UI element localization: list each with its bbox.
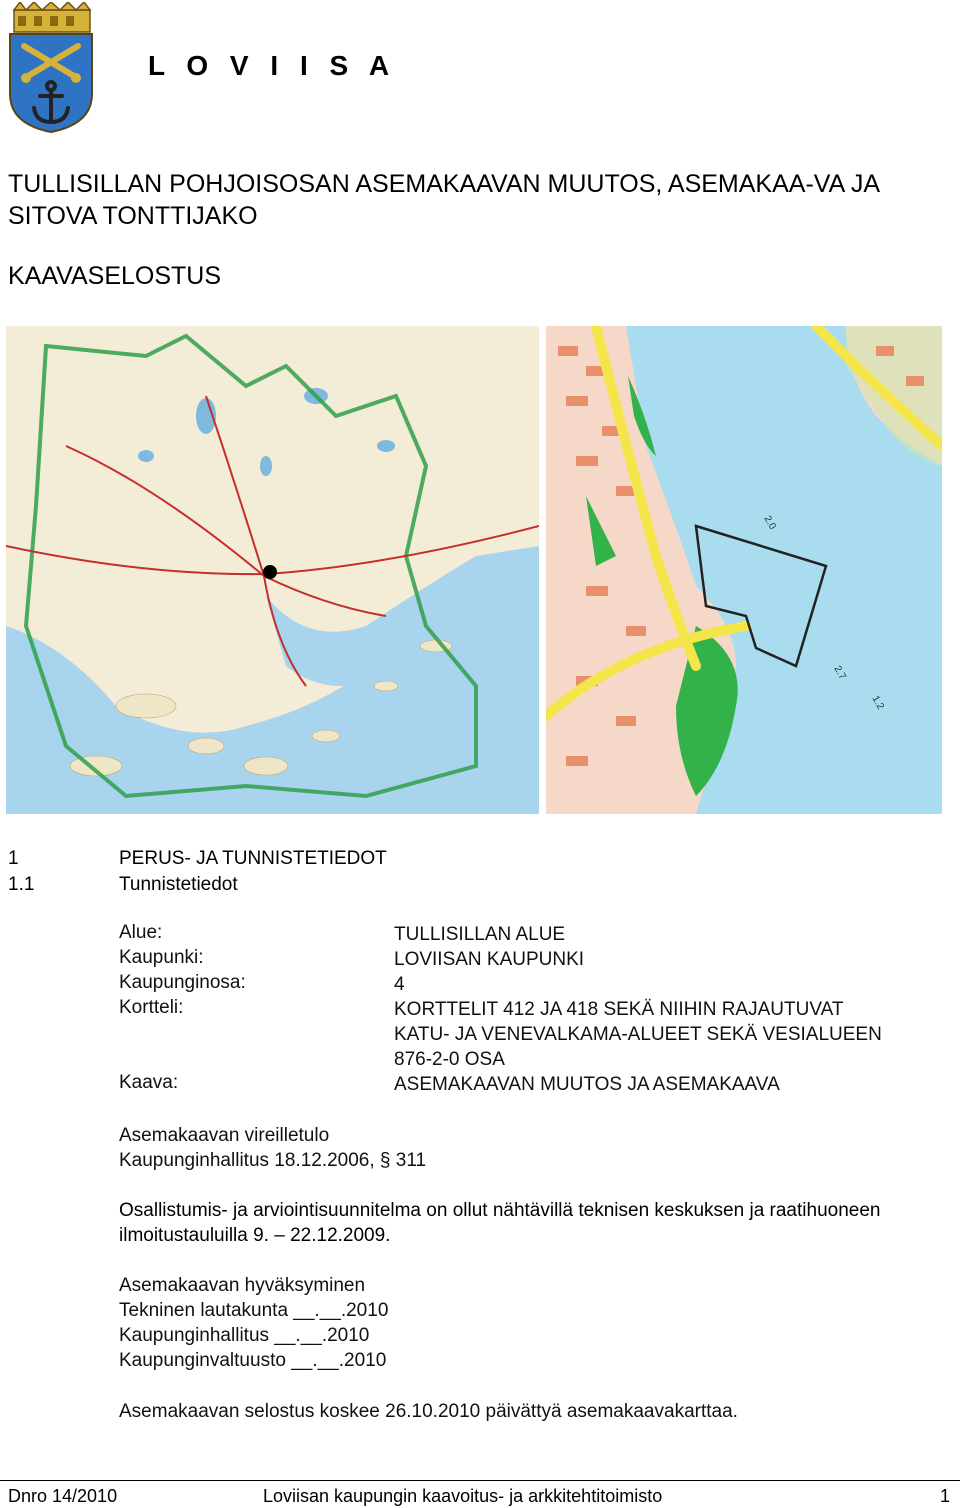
depth-label: 1.2	[869, 694, 886, 712]
document-subtitle: KAAVASELOSTUS	[8, 262, 222, 290]
coat-of-arms-icon	[6, 2, 96, 134]
approval-line-1: Tekninen lautakunta __.__.2010	[119, 1300, 389, 1321]
initiation-heading: Asemakaavan vireilletulo	[119, 1125, 330, 1146]
footer-dnro: Dnro 14/2010	[8, 1486, 118, 1506]
footer-divider	[0, 1480, 960, 1481]
detail-map	[546, 326, 942, 814]
approval-heading: Asemakaavan hyväksyminen	[119, 1275, 366, 1296]
depth-label: 2.0	[761, 514, 778, 532]
plan-value: ASEMAKAAVAN MUUTOS JA ASEMAKAAVA	[394, 1074, 780, 1095]
document-title: TULLISILLAN POHJOISOSAN ASEMAKAAVAN MUUTOS, ASEMAKAA-VA JA SITOVA TONTTIJAKO	[8, 170, 879, 230]
district-label: Kaupunginosa:	[119, 972, 246, 993]
district-value: 4	[394, 974, 405, 995]
regional-map	[6, 326, 539, 814]
block-value-line-3: 876-2-0 OSA	[394, 1049, 505, 1070]
area-label: Alue:	[119, 922, 163, 943]
subsection-title: Tunnistetiedot	[119, 874, 238, 895]
approval-line-3: Kaupunginvaltuusto __.__.2010	[119, 1350, 387, 1371]
footer-page-number: 1	[940, 1486, 951, 1506]
section-title: PERUS- JA TUNNISTETIEDOT	[119, 848, 387, 869]
town-name: L O V I I S A	[148, 50, 397, 81]
section-number: 1	[8, 848, 19, 869]
city-label: Kaupunki:	[119, 947, 204, 968]
description-note: Asemakaavan selostus koskee 26.10.2010 päivättyä asemakaavakarttaa.	[119, 1401, 738, 1422]
block-value-line-1: KORTTELIT 412 JA 418 SEKÄ NIIHIN RAJAUTUVAT	[394, 999, 844, 1020]
plan-label: Kaava:	[119, 1072, 179, 1093]
location-marker-icon	[263, 565, 277, 579]
approval-line-2: Kaupunginhallitus __.__.2010	[119, 1325, 370, 1346]
subsection-number: 1.1	[8, 874, 35, 895]
depth-label: 2.7	[831, 664, 848, 682]
block-label: Kortteli:	[119, 997, 184, 1018]
participation-paragraph: Osallistumis- ja arviointisuunnitelma on ollut nähtävillä teknisen keskuksen ja raatihuoneen ilmoitustauluilla 9. – 22.12.2009.	[119, 1200, 881, 1246]
area-value: TULLISILLAN ALUE	[394, 924, 566, 945]
block-value-line-2: KATU- JA VENEVALKAMA-ALUEET SEKÄ VESIALUEEN	[394, 1024, 882, 1045]
footer-office: Loviisan kaupungin kaavoitus- ja arkkitehtitoimisto	[263, 1486, 663, 1506]
initiation-line: Kaupunginhallitus 18.12.2006, § 311	[119, 1150, 427, 1171]
city-value: LOVIISAN KAUPUNKI	[394, 949, 585, 970]
